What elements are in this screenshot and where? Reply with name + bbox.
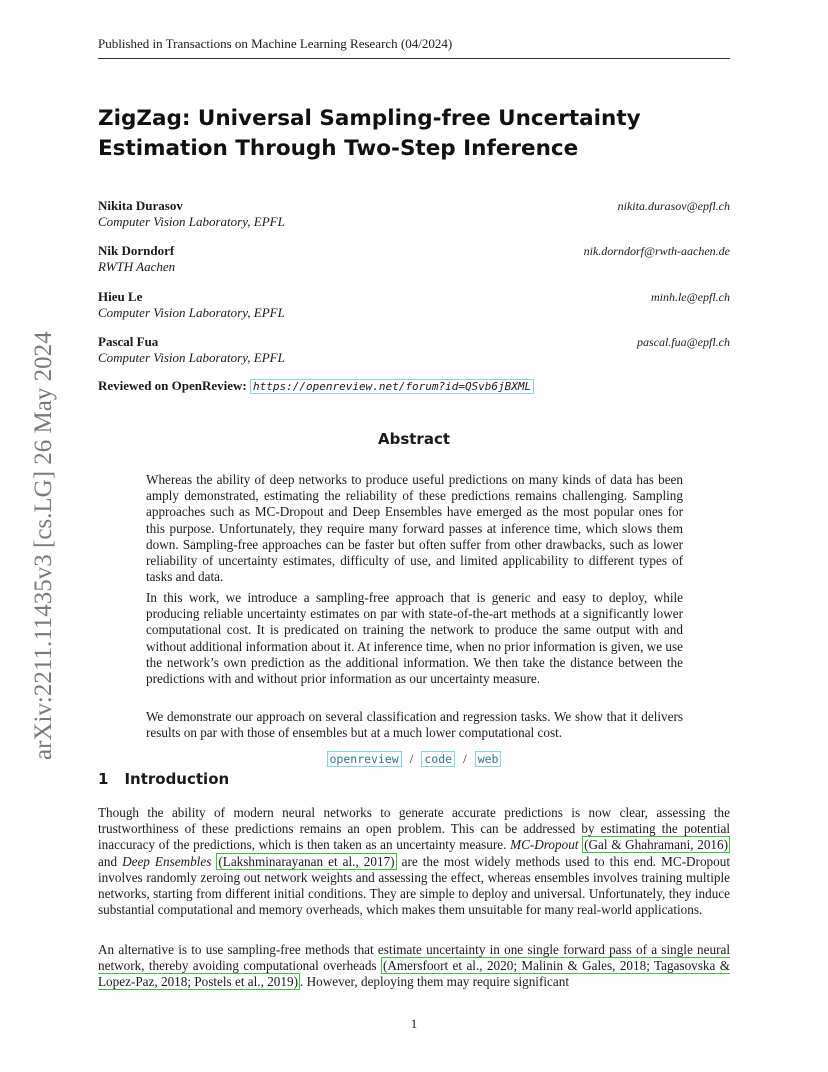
abstract-heading: Abstract [377, 430, 451, 448]
author-email[interactable]: pascal.fua@epfl.ch [636, 335, 730, 349]
author-email[interactable]: nik.dorndorf@rwth-aachen.de [583, 244, 730, 258]
abstract-links [0, 751, 828, 767]
intro-p2-text-a: An alternative is to use sampling-free methods that estimate uncertainty in one single forward pass of a single neural network, thereby avoiding computational overheads [98, 942, 730, 974]
author-affiliation: Computer Vision Laboratory, EPFL [98, 214, 285, 229]
link-separator: / [409, 751, 414, 766]
citation-link[interactable]: (Amersfoort et al., 2020; Malinin & Gales, 2018; Tagasovska & Lopez-Paz, 2018; Postels et al., 2019) [98, 958, 730, 990]
author-affiliation: Computer Vision Laboratory, EPFL [98, 350, 285, 365]
abstract-paragraph-1: Whereas the ability of deep networks to produce useful predictions on many kinds of data has been amply demonstrated, estimating the reliability of these predictions remains challenging. Sampling approaches such as MC-Dropout and Deep Ensembles have emerged as the most popular ones for this purpose. Unfortunately, they require many forward passes at inference time, which slows them down. Sampling-free approaches can be faster but often suffer from other drawbacks, such as lower reliability of uncertainty estimates, difficulty of use, and limited applicability to different types of tasks and data. [146, 472, 683, 585]
section-heading-introduction [98, 770, 229, 788]
author-affiliation: RWTH Aachen [98, 259, 176, 274]
journal-header: Published in Transactions on Machine Learning Research (04/2024) [98, 36, 730, 59]
citation-link[interactable]: (Lakshminarayanan et al., 2017) [218, 853, 395, 869]
openreview-url-link[interactable]: https://openreview.net/forum?id=QSvb6jBXML [250, 379, 534, 394]
citation-link[interactable]: (Gal & Ghahramani, 2016) [584, 837, 729, 853]
web-link[interactable]: web [475, 751, 502, 767]
review-label: Reviewed on OpenReview: [98, 378, 247, 393]
author-block [98, 334, 730, 366]
intro-p1-text-c: are the most widely methods used to this end. MC-Dropout involves randomly zeroing out network weights and assessing the effect, whereas ensembles involves training multiple networks, starting from different initial conditions. They are simple to deploy and universal. Unfortunately, they induce substantial computational and memory overheads, which makes them unsuitable for many real-world applications. [98, 853, 730, 918]
openreview-link[interactable]: openreview [327, 751, 402, 767]
term-deep-ensembles: Deep Ensembles [122, 853, 212, 869]
title-line-1: ZigZag: Universal Sampling-free Uncertainty [98, 106, 641, 131]
author-block [98, 243, 730, 275]
intro-paragraph-2 [98, 942, 730, 991]
intro-paragraph-1 [98, 805, 730, 918]
author-name: Nik Dorndorf [98, 243, 175, 258]
intro-p1-text-a: Though the ability of modern neural networks to generate accurate predictions is now clear, assessing the trustworthiness of these predictions remains an open problem. This can be addressed by estimating the potential inaccuracy of the predictions, which is then taken as an uncertainty measure. [98, 805, 730, 853]
abstract-paragraph-2: In this work, we introduce a sampling-free approach that is generic and easy to deploy, while producing reliable uncertainty estimates on par with state-of-the-art methods at a significantly lower computational cost. It is predicated on training the network to produce the same output with and without additional information about it. At inference time, when no prior information is given, we use the network’s own prediction as the additional information. We then take the distance between the predictions with and without prior information as our uncertainty measure. [146, 590, 683, 687]
section-title: Introduction [124, 770, 230, 788]
author-block [98, 289, 730, 321]
page-number: 1 [410, 1016, 418, 1031]
author-affiliation: Computer Vision Laboratory, EPFL [98, 305, 285, 320]
abstract-paragraph-3: We demonstrate our approach on several classification and regression tasks. We show that it delivers results on par with those of ensembles but at a much lower computational cost. [146, 709, 683, 741]
intro-p2-text-b: . However, deploying them may require significant [299, 974, 569, 990]
arxiv-stamp: arXiv:2211.11435v3 [cs.LG] 26 May 2024 [30, 331, 57, 760]
section-number: 1 [98, 770, 109, 788]
link-separator: / [463, 751, 467, 766]
author-name: Nikita Durasov [98, 198, 183, 213]
code-link[interactable]: code [421, 751, 455, 767]
title-line-2: Estimation Through Two-Step Inference [98, 136, 579, 161]
term-mc-dropout: MC-Dropout [510, 837, 579, 853]
author-name: Hieu Le [98, 289, 143, 304]
author-name: Pascal Fua [98, 334, 159, 349]
author-email[interactable]: minh.le@epfl.ch [650, 290, 730, 304]
author-block [98, 198, 730, 230]
paper-title [98, 104, 658, 164]
openreview-line [98, 378, 534, 394]
intro-p1-text-b: and [98, 853, 123, 869]
author-email[interactable]: nikita.durasov@epfl.ch [617, 199, 730, 213]
